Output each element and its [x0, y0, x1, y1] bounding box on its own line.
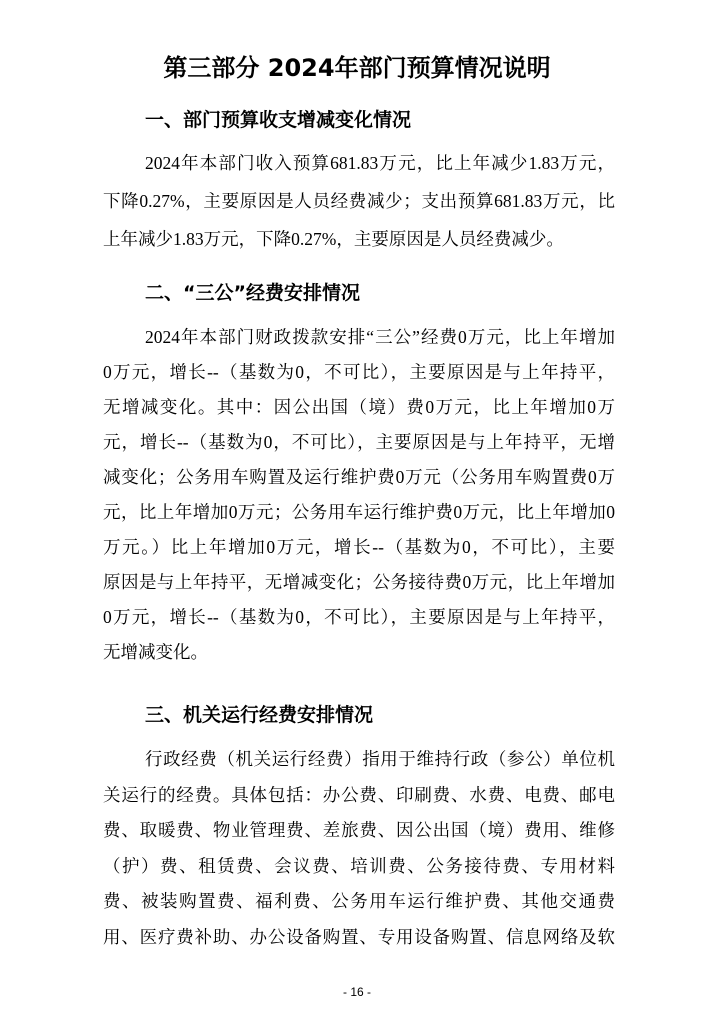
paragraph-line: 元，比上年增加0万元；公务用车运行维护费0万元，比上年增加0	[103, 502, 615, 522]
paragraph-line: 0万元，增长--（基数为0，不可比），主要原因是与上年持平，	[103, 362, 615, 382]
page-number: - 16 -	[342, 985, 371, 999]
section-2-paragraph	[103, 320, 615, 670]
section-3-paragraph	[103, 742, 615, 955]
section-1-paragraph	[103, 144, 615, 258]
paragraph-line: 万元。）比上年增加0万元，增长--（基数为0，不可比），主要	[103, 537, 615, 557]
paragraph-line: 减变化；公务用车购置及运行维护费0万元（公务用车购置费0万	[103, 467, 615, 487]
paragraph-line: 无增减变化。	[103, 642, 208, 662]
paragraph-line: 上年减少1.83万元，下降0.27%，主要原因是人员经费减少。	[103, 229, 564, 249]
paragraph-line: 费、取暖费、物业管理费、差旅费、因公出国（境）费用、维修	[103, 820, 615, 840]
paragraph-line: 元，增长--（基数为0，不可比），主要原因是与上年持平，无增	[103, 432, 615, 452]
paragraph-line: 关运行的经费。具体包括：办公费、印刷费、水费、电费、邮电	[103, 784, 615, 805]
paragraph-line: 费、被装购置费、福利费、公务用车运行维护费、其他交通费	[103, 891, 615, 911]
paragraph-line: 2024年本部门财政拨款安排“三公”经费0万元，比上年增加	[145, 327, 615, 347]
section-heading-budget-changes: 一、部门预算收支增减变化情况	[145, 109, 412, 131]
section-heading-operating-expenses: 三、机关运行经费安排情况	[145, 704, 374, 726]
paragraph-line: 2024年本部门收入预算681.83万元，比上年减少1.83万元，	[145, 153, 615, 173]
paragraph-line: 原因是与上年持平，无增减变化；公务接待费0万元，比上年增加	[103, 572, 615, 592]
page-title: 第三部分 2024年部门预算情况说明	[163, 54, 551, 82]
paragraph-line: （护）费、租赁费、会议费、培训费、公务接待费、专用材料	[103, 855, 615, 876]
paragraph-line: 无增减变化。其中：因公出国（境）费0万元，比上年增加0万	[103, 397, 615, 417]
paragraph-line: 行政经费（机关运行经费）指用于维持行政（参公）单位机	[145, 749, 615, 769]
paragraph-line: 0万元，增长--（基数为0，不可比），主要原因是与上年持平，	[103, 607, 615, 627]
paragraph-line: 下降0.27%，主要原因是人员经费减少；支出预算681.83万元，比	[103, 191, 615, 211]
section-heading-three-public-expenses: 二、“三公”经费安排情况	[145, 282, 360, 304]
paragraph-line: 用、医疗费补助、办公设备购置、专用设备购置、信息网络及软	[103, 926, 615, 947]
